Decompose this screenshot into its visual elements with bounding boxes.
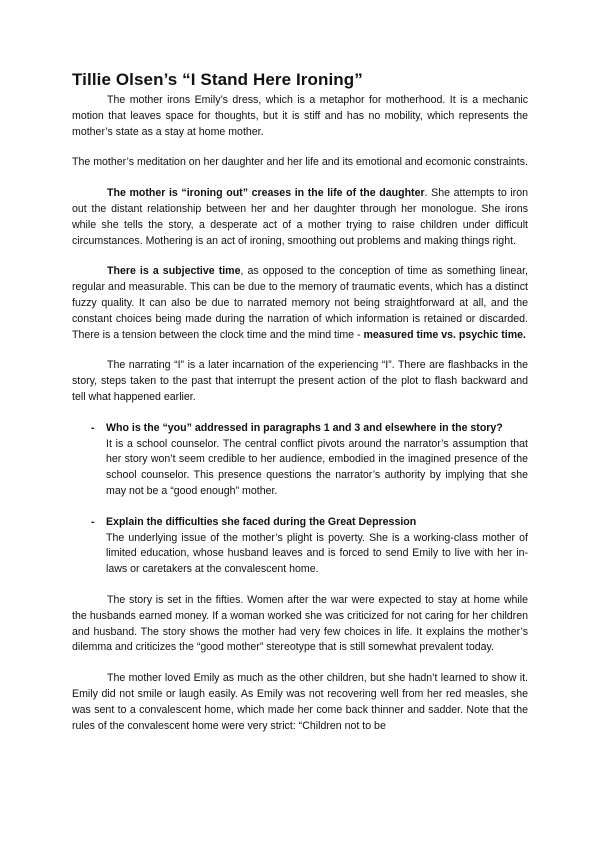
paragraph-narrating-i: The narrating “I” is a later incarnation of the experiencing “I”. There are flashbacks in the story, steps taken to the past that interrupt the present action of the plot to flash backward and tell what happened earlier. [72,359,528,403]
question-answer: It is a school counselor. The central conflict pivots around the narrator’s assumption that her story won’t seem credible to her audience, embodied in the imagined presence of the school counselor. This presence questions the narrator’s authority by implying that she may not be a “good enough” mother. [106,437,528,497]
list-item [72,515,528,578]
list-item [72,421,528,500]
paragraph-meditation: The mother’s meditation on her daughter and her life and its emotional and ecomonic constraints. [72,156,528,169]
paragraph-subjective-time-bold: There is a subjective time [107,265,241,278]
question-answer: The underlying issue of the mother’s plight is poverty. She is a working-class mother of limited education, whose husband leaves and is forced to send Emily to live with her in-laws or caretakers at the convalescent home. [106,531,528,576]
paragraph-ironing-out-text: . She attempts to iron out the distant relationship between her and her daughter through her monologue. She irons while she tells the story, a desperate act of a mother trying to raise children under difficult circumstances. Mothering is an act of ironing, smoothing out problems and making things right. [72,187,528,247]
paragraph-ironing-out-bold: The mother is “ironing out” creases in the life of the daughter [107,187,425,200]
question-heading: Explain the difficulties she faced during the Great Depression [106,515,417,528]
list-bullet: - [91,515,95,528]
paragraph-subjective-time-end: measured time vs. psychic time. [363,328,526,341]
paragraph-ironing-metaphor: The mother irons Emily’s dress, which is a metaphor for motherhood. It is a mechanic motion that leaves space for thoughts, but it is stiff and has no mobility, which represents the mother’s state as a stay at home mother. [72,94,528,138]
question-list [72,421,528,578]
document-title: Tillie Olsen’s “I Stand Here Ironing” [72,70,363,89]
paragraph-fifties-setting: The story is set in the fifties. Women after the war were expected to stay at home while the husbands earned money. If a woman worked she was criticized for not caring for her children and husband. The story shows the mother had very few choices in life. It explains the mother’s dilemma and criticizes the “good mother” stereotype that is still somewhat prevalent today. [72,593,528,654]
paragraph-ironing-out [72,186,528,249]
paragraph-emily: The mother loved Emily as much as the other children, but she hadn’t learned to show it. Emily did not smile or laugh easily. As Emily was not recovering well from her red measles, she was sent to a convalescent home, which made her come back thinner and sadder. Note that the rules of the convalescent home were very strict: “Children not to be [72,672,528,732]
list-bullet: - [91,421,95,434]
paragraph-subjective-time [72,264,528,343]
paragraph-subjective-time-text: , as opposed to the conception of time as something linear, regular and measurable. This can be due to the memory of traumatic events, which has a distinct fuzzy quality. It can also be due to narrated memory not being straightforward at all, and the constant choices being made during the narration of which information is retained or discarded. There is a tension between the clock time and the mind time - [72,265,528,341]
question-heading: Who is the “you” addressed in paragraphs 1 and 3 and elsewhere in the story? [106,421,503,434]
